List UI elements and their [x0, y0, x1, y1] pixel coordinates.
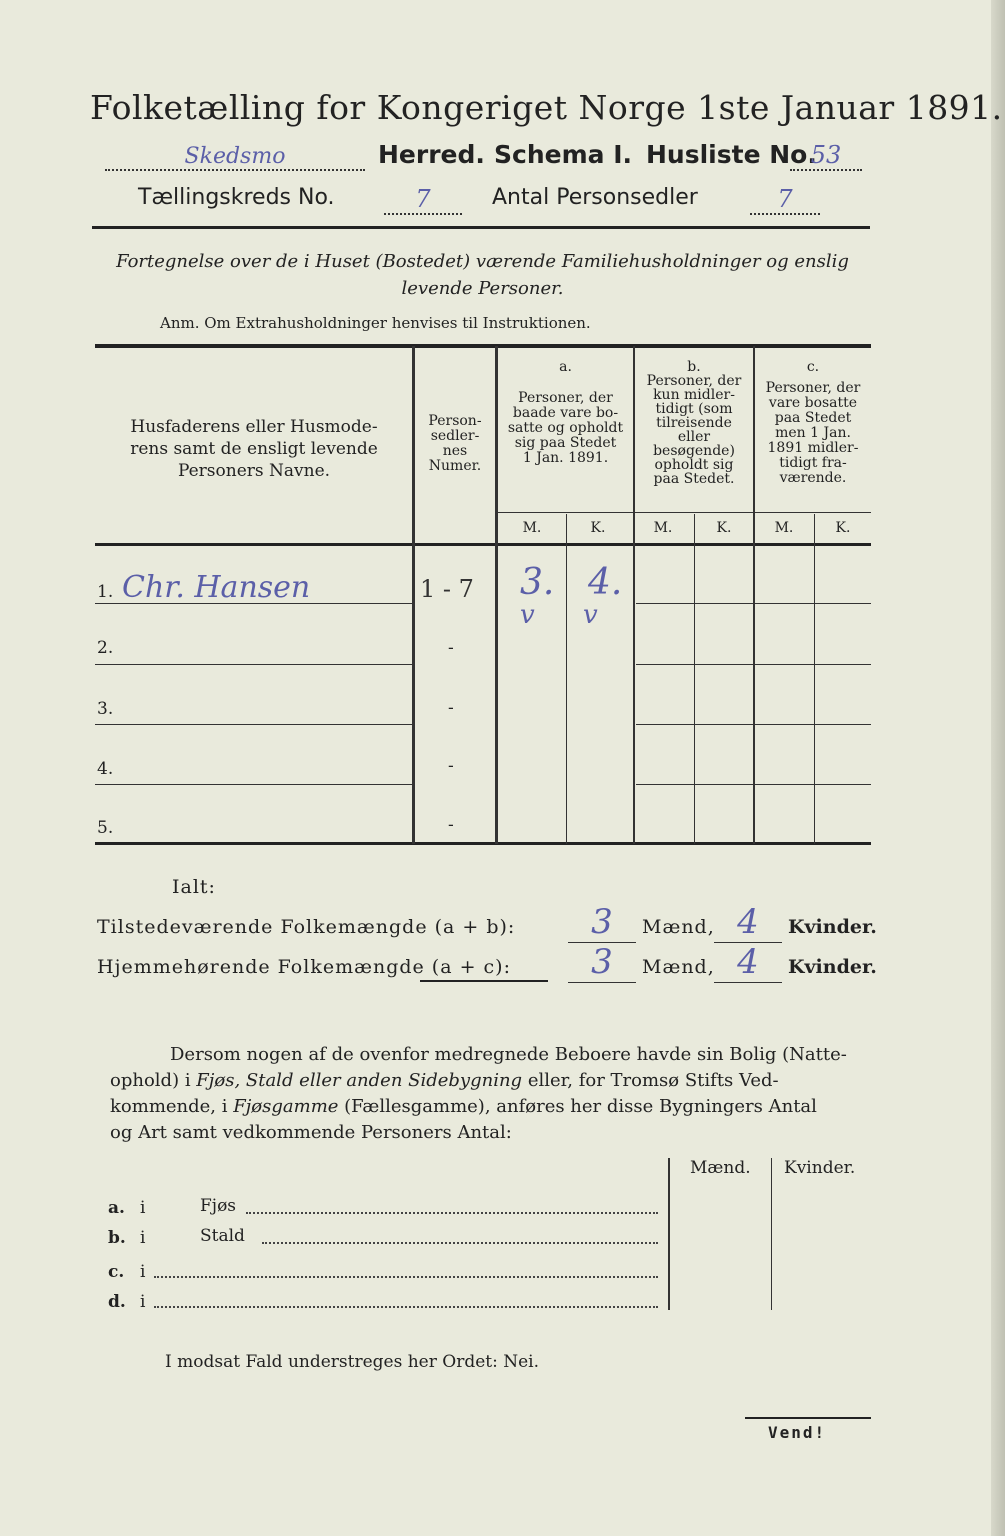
col-c-letter: c. — [806, 359, 820, 375]
col-num-line: Numer. — [428, 458, 482, 474]
col-b-line: opholdt sig — [654, 457, 734, 473]
col-header-a — [498, 360, 633, 466]
col-a-line: baade vare bo- — [512, 405, 619, 421]
row-number: 4. — [97, 759, 114, 779]
row-a-m-check: v — [520, 600, 535, 630]
row-line — [95, 784, 413, 785]
section-divider — [420, 980, 548, 982]
kreds-value: 7 — [384, 185, 462, 215]
building-letter: b. — [108, 1228, 126, 1248]
hjemme-m-value: 3 — [591, 942, 613, 982]
form-title: Folketælling for Kongeriget Norge 1ste Januar 1891. — [90, 88, 1003, 127]
building-dotline — [246, 1212, 658, 1214]
buildings-divider-1 — [668, 1158, 670, 1310]
col-c-m: M. — [774, 520, 794, 536]
kvinder-label: Kvinder. — [788, 956, 877, 978]
col-num-line: Person- — [428, 413, 482, 429]
col-a-line: satte og opholdt — [507, 420, 624, 436]
building-i: i — [140, 1262, 146, 1282]
vend-label: Vend! — [768, 1423, 827, 1442]
col-header-b — [635, 360, 753, 486]
col-a-line: 1 Jan. 1891. — [522, 450, 609, 466]
row-line — [95, 724, 413, 725]
col-b-k: K. — [716, 520, 732, 536]
col-divider-b-mk — [694, 514, 695, 844]
kvinder-label: Kvinder. — [788, 916, 877, 938]
col-b-line: tidigt (som — [655, 401, 733, 417]
hjemme-k-value: 4 — [737, 942, 759, 982]
building-label: Stald — [200, 1226, 245, 1246]
footer-note: I modsat Fald understreges her Ordet: Nei. — [165, 1352, 540, 1372]
husliste-value: 53 — [790, 141, 862, 171]
row-a-k: 4. — [588, 562, 623, 603]
row-a-k-check: v — [583, 600, 598, 630]
row-number: 1. — [97, 582, 114, 602]
col-names-line: Husfaderens eller Husmode- — [130, 417, 378, 437]
col-header-number — [416, 414, 494, 474]
buildings-divider-2 — [771, 1158, 772, 1310]
col-divider-c-mk — [814, 514, 815, 844]
description-line-2: levende Personer. — [401, 278, 564, 299]
col-b-line: besøgende) — [653, 443, 735, 459]
para-text: ophold) i — [110, 1070, 197, 1091]
col-b-line: paa Stedet. — [653, 471, 735, 487]
sidebuilding-paragraph — [110, 1042, 870, 1146]
row-line-right — [636, 664, 871, 665]
schema-label: Schema I. — [494, 140, 633, 169]
ialt-label: Ialt: — [172, 876, 216, 898]
para-italic: Fjøs, Stald eller anden Sidebygning — [196, 1070, 523, 1091]
col-b-letter: b. — [687, 359, 701, 375]
para-line: Dersom nogen af de ovenfor medregnede Beboere havde sin Bolig (Natte- — [170, 1044, 847, 1065]
row-line-right — [636, 603, 871, 604]
col-divider-a-mk — [566, 514, 567, 844]
building-label: Fjøs — [200, 1196, 237, 1216]
col-num-line: sedler- — [430, 428, 480, 444]
col-c-line: værende. — [779, 470, 847, 486]
row-sedler: - — [448, 698, 454, 718]
herred-label: Herred. — [378, 140, 485, 169]
description-line-1: Fortegnelse over de i Huset (Bostedet) værende Familiehusholdninger og enslig — [116, 251, 849, 272]
building-dotline — [154, 1276, 658, 1278]
para-text: (Fællesgamme), anføres her disse Bygningers Antal — [338, 1096, 817, 1117]
row-sedler: - — [448, 756, 454, 776]
hjemme-label: Hjemmehørende Folkemængde (a + c): — [97, 956, 511, 978]
col-a-m: M. — [522, 520, 542, 536]
kreds-label: Tællingskreds No. — [138, 185, 335, 210]
para-line — [110, 1068, 870, 1094]
col-header-names — [100, 416, 408, 482]
building-letter: c. — [108, 1262, 125, 1282]
col-a-line: sig paa Stedet — [514, 435, 617, 451]
building-dotline — [262, 1242, 658, 1244]
para-line — [110, 1094, 870, 1120]
col-c-line: Personer, der — [765, 380, 861, 396]
para-text: kommende, i — [110, 1096, 234, 1117]
col-divider-1 — [412, 346, 415, 844]
header-rule — [92, 226, 870, 229]
row-sedler: - — [448, 815, 454, 835]
herred-value: Skedsmo — [105, 144, 365, 171]
col-a-k: K. — [590, 520, 606, 536]
col-b-line: eller — [677, 429, 711, 445]
antal-value: 7 — [750, 185, 820, 215]
form-description — [95, 248, 870, 302]
tilstede-label: Tilstedeværende Folkemængde (a + b): — [97, 916, 516, 938]
col-names-line: rens samt de ensligt levende — [130, 439, 378, 459]
maend-label: Mænd, — [642, 916, 715, 938]
row-line-right — [636, 724, 871, 725]
col-header-c — [755, 360, 871, 486]
building-i: i — [140, 1198, 146, 1218]
para-italic: Fjøsgamme — [233, 1096, 339, 1117]
husliste-label: Husliste No. — [646, 140, 817, 169]
row-line — [95, 664, 413, 665]
spacer — [498, 375, 633, 391]
tilstede-k-value: 4 — [737, 902, 759, 942]
buildings-maend-header: Mænd. — [690, 1158, 751, 1178]
col-a-line: Personer, der — [518, 390, 613, 406]
col-names-line: Personers Navne. — [177, 461, 331, 481]
col-b-line: Personer, der — [646, 373, 742, 389]
antal-label: Antal Personsedler — [492, 185, 698, 210]
husliste-field — [790, 140, 862, 171]
row-sedler: 1 - 7 — [420, 575, 474, 603]
row-line-right — [636, 784, 871, 785]
maend-label: Mænd, — [642, 956, 715, 978]
col-c-line: 1891 midler- — [767, 440, 859, 456]
row-a-m: 3. — [520, 562, 555, 603]
col-b-line: tilreisende — [656, 415, 732, 431]
col-c-k: K. — [835, 520, 851, 536]
antal-field — [750, 185, 820, 215]
building-letter: d. — [108, 1292, 126, 1312]
para-line: og Art samt vedkommende Personers Antal: — [110, 1122, 512, 1143]
building-i: i — [140, 1228, 146, 1248]
kreds-field — [384, 185, 462, 215]
col-c-line: paa Stedet — [774, 410, 852, 426]
row-name: Chr. Hansen — [122, 570, 311, 605]
row-number: 2. — [97, 638, 114, 658]
tilstede-m-field — [568, 902, 636, 943]
mk-header-rule — [497, 512, 871, 513]
tilstede-k-field — [714, 902, 782, 943]
building-letter: a. — [108, 1198, 125, 1218]
col-c-line: tidigt fra- — [779, 455, 847, 471]
para-text: eller, for Tromsø Stifts Ved- — [522, 1070, 779, 1091]
col-num-line: nes — [442, 443, 468, 459]
anm-note: Anm. Om Extrahusholdninger henvises til Instruktionen. — [160, 314, 591, 332]
building-i: i — [140, 1292, 146, 1312]
vend-rule — [745, 1417, 871, 1419]
row-number: 5. — [97, 818, 114, 838]
hjemme-m-field — [568, 942, 636, 983]
herred-line — [105, 140, 365, 171]
col-c-line: vare bosatte — [768, 395, 858, 411]
col-b-m: M. — [653, 520, 673, 536]
hjemme-k-field — [714, 942, 782, 983]
building-dotline — [154, 1306, 658, 1308]
row-sedler: - — [448, 638, 454, 658]
col-c-line: men 1 Jan. — [775, 425, 851, 441]
col-a-letter: a. — [559, 359, 572, 375]
buildings-kvinder-header: Kvinder. — [784, 1158, 856, 1178]
col-b-line: kun midler- — [653, 387, 735, 403]
page-edge-shadow — [991, 0, 1005, 1536]
tilstede-m-value: 3 — [591, 902, 613, 942]
row-number: 3. — [97, 699, 114, 719]
